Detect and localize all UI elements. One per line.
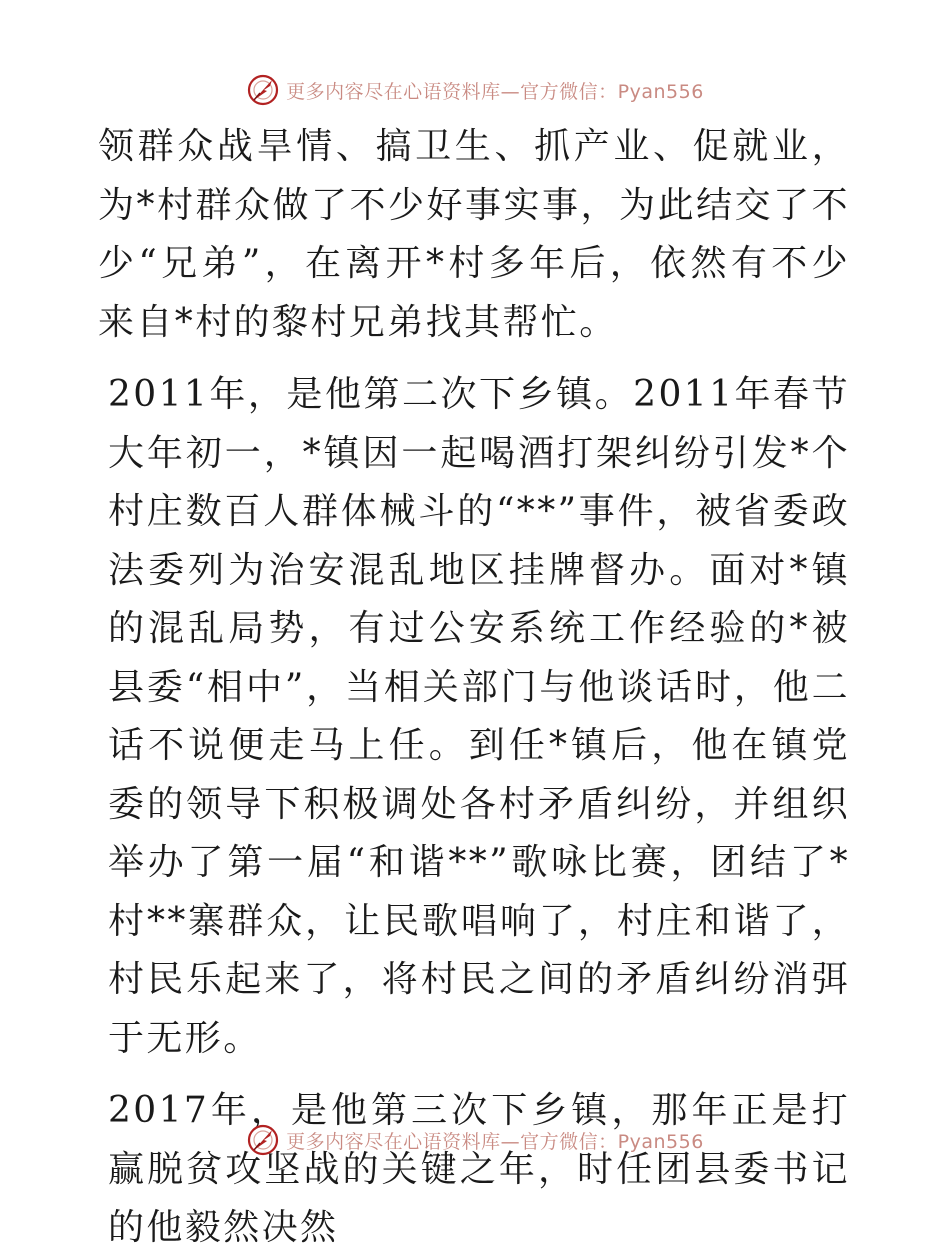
paragraph-2: 2011年，是他第二次下乡镇。2011年春节大年初一，*镇因一起喝酒打架纠纷引发*个村庄数百人群体械斗的“**”事件，被省委政法委列为治安混乱地区挂牌督办。面对*镇的混乱局势，有过公安系统工作经验的*被县委“相中”，当相关部门与他谈话时，他二话不说便走马上任。到任*镇后，他在镇党委的领导下积极调处各村矛盾纠纷，并组织举办了第一届“和谐**”歌咏比赛，团结了*村**寨群众，让民歌唱响了，村庄和谐了，村民乐起来了，将村民之间的矛盾纠纷消弭于无形。 bbox=[108, 374, 850, 1059]
header-banner bbox=[0, 68, 950, 112]
paragraph-1: 领群众战旱情、搞卫生、抓产业、促就业，为*村群众做了不少好事实事，为此结交了不少“兄弟”，在离开*村多年后，依然有不少来自*村的黎村兄弟找其帮忙。 bbox=[98, 126, 850, 343]
paragraph-3: 2017年，是他第三次下乡镇，那年正是打赢脱贫攻坚战的关键之年，时任团县委书记的他毅然决然 bbox=[108, 1090, 850, 1248]
footer-banner bbox=[0, 1118, 950, 1162]
document-body bbox=[98, 118, 850, 1258]
header-banner-text: 更多内容尽在心语资料库—官方微信：Pyan556 bbox=[286, 80, 704, 103]
quill-logo-icon bbox=[246, 73, 280, 107]
quill-logo-icon bbox=[246, 1123, 280, 1157]
footer-banner-text: 更多内容尽在心语资料库—官方微信：Pyan556 bbox=[286, 1130, 704, 1153]
